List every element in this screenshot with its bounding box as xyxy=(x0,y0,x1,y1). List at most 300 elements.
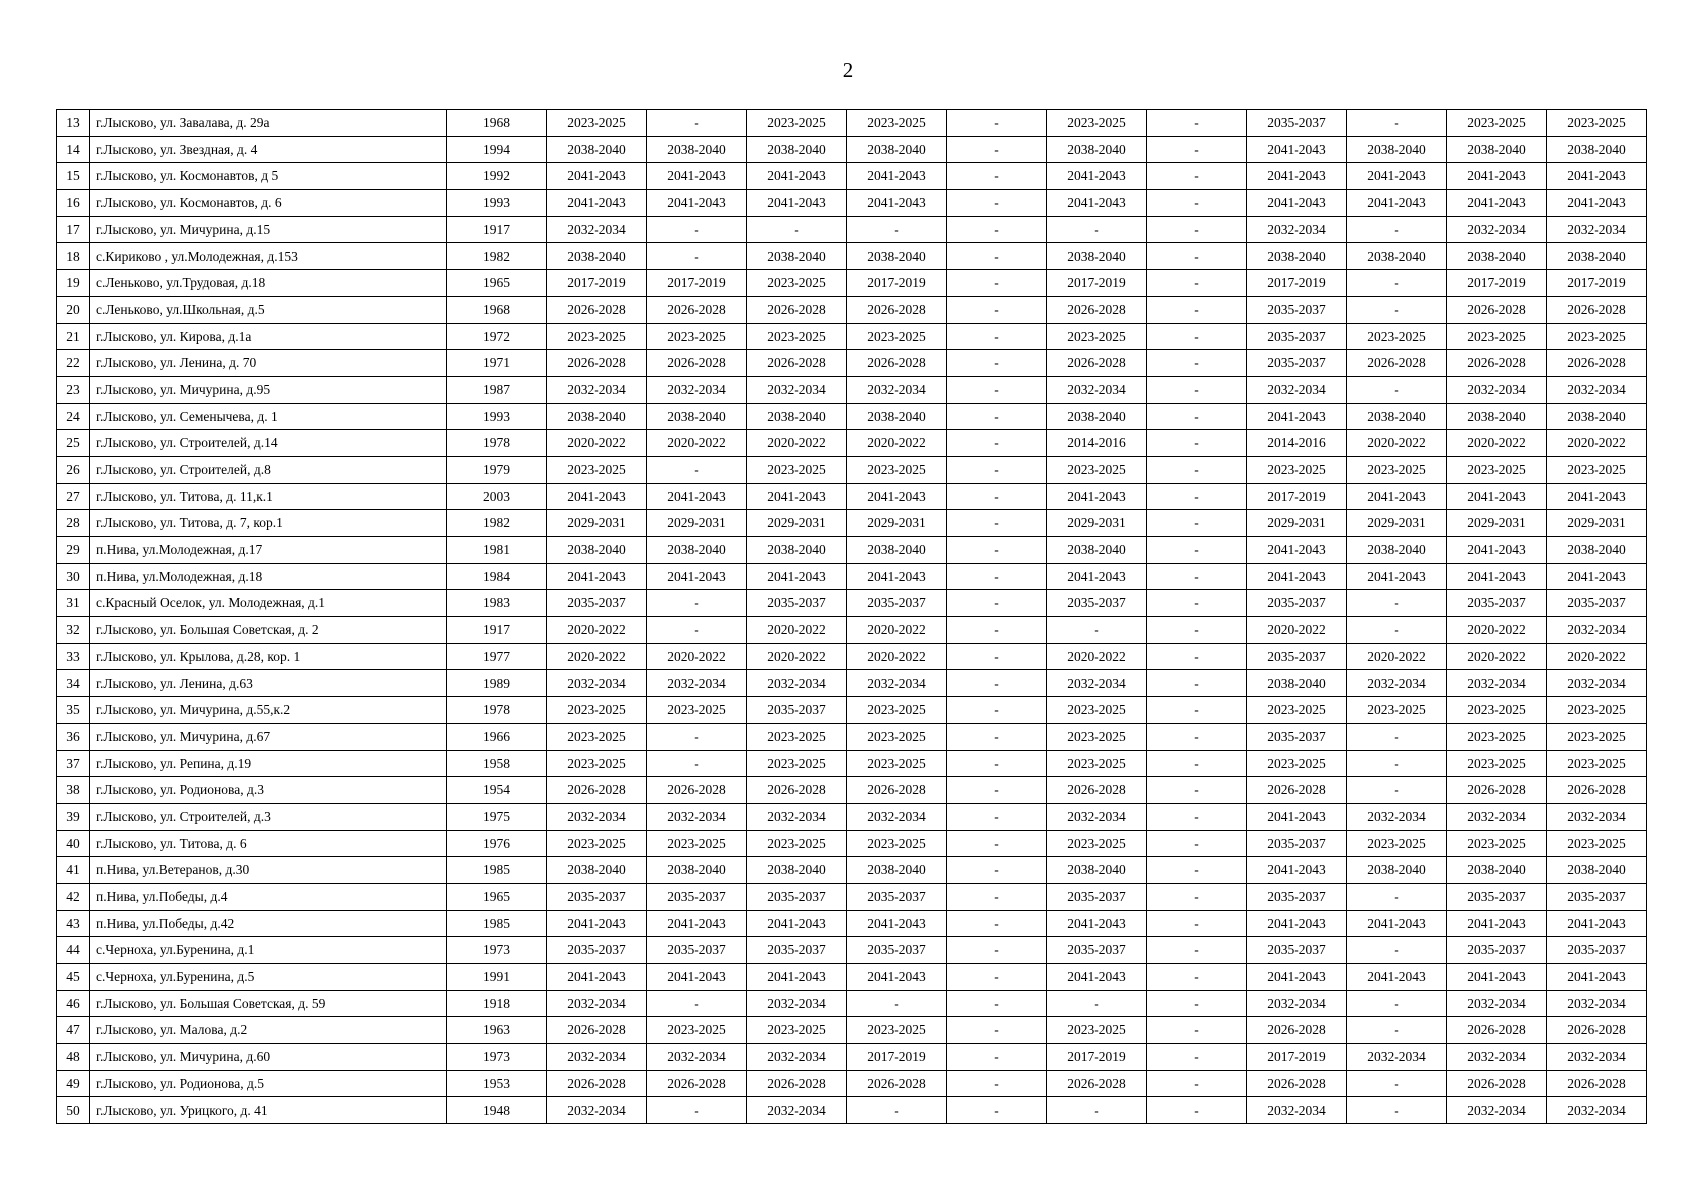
row-number-cell: 31 xyxy=(57,590,90,617)
row-number-cell: 38 xyxy=(57,777,90,804)
year-cell: 1993 xyxy=(447,403,547,430)
period-cell: - xyxy=(1147,857,1247,884)
period-cell: - xyxy=(1147,563,1247,590)
period-cell: 2020-2022 xyxy=(1347,643,1447,670)
period-cell: - xyxy=(1147,1097,1247,1124)
row-number-cell: 27 xyxy=(57,483,90,510)
table-row xyxy=(57,270,1647,297)
period-cell: 2020-2022 xyxy=(647,430,747,457)
period-cell: - xyxy=(1347,110,1447,137)
period-cell: 2029-2031 xyxy=(647,510,747,537)
period-cell: - xyxy=(1347,1017,1447,1044)
period-cell: 2023-2025 xyxy=(647,1017,747,1044)
period-cell: 2035-2037 xyxy=(1447,937,1547,964)
period-cell: 2041-2043 xyxy=(1447,190,1547,217)
period-cell: 2032-2034 xyxy=(1547,617,1647,644)
year-cell: 1958 xyxy=(447,750,547,777)
period-cell: - xyxy=(947,350,1047,377)
period-cell: 2032-2034 xyxy=(547,1044,647,1071)
year-cell: 1948 xyxy=(447,1097,547,1124)
period-cell: 2026-2028 xyxy=(1047,350,1147,377)
period-cell: 2032-2034 xyxy=(1547,1097,1647,1124)
period-cell: 2023-2025 xyxy=(1347,323,1447,350)
period-cell: 2041-2043 xyxy=(1447,910,1547,937)
period-cell: 2023-2025 xyxy=(747,270,847,297)
period-cell: 2023-2025 xyxy=(1547,750,1647,777)
period-cell: 2032-2034 xyxy=(547,670,647,697)
table-row xyxy=(57,857,1647,884)
period-cell: 2038-2040 xyxy=(1347,403,1447,430)
row-number-cell: 20 xyxy=(57,296,90,323)
row-number-cell: 24 xyxy=(57,403,90,430)
page-number: 2 xyxy=(842,58,854,82)
table-row xyxy=(57,1017,1647,1044)
period-cell: 2026-2028 xyxy=(547,1070,647,1097)
period-cell: 2038-2040 xyxy=(647,537,747,564)
table-row xyxy=(57,323,1647,350)
period-cell: 2041-2043 xyxy=(747,163,847,190)
period-cell: - xyxy=(1147,243,1247,270)
period-cell: 2041-2043 xyxy=(747,563,847,590)
period-cell: 2035-2037 xyxy=(1447,883,1547,910)
table-row xyxy=(57,563,1647,590)
period-cell: - xyxy=(1147,910,1247,937)
period-cell: 2023-2025 xyxy=(747,750,847,777)
period-cell: 2041-2043 xyxy=(647,964,747,991)
period-cell: 2032-2034 xyxy=(747,1097,847,1124)
period-cell: 2020-2022 xyxy=(547,643,647,670)
row-number-cell: 41 xyxy=(57,857,90,884)
period-cell: 2020-2022 xyxy=(1547,430,1647,457)
period-cell: 2023-2025 xyxy=(1447,723,1547,750)
address-cell: п.Нива, ул.Молодежная, д.17 xyxy=(90,537,447,564)
period-cell: 2041-2043 xyxy=(1047,563,1147,590)
row-number-cell: 49 xyxy=(57,1070,90,1097)
period-cell: 2032-2034 xyxy=(1547,990,1647,1017)
period-cell: 2041-2043 xyxy=(547,910,647,937)
year-cell: 1917 xyxy=(447,216,547,243)
period-cell: - xyxy=(1347,777,1447,804)
period-cell: 2038-2040 xyxy=(647,403,747,430)
period-cell: 2041-2043 xyxy=(1047,964,1147,991)
period-cell: - xyxy=(947,136,1047,163)
period-cell: 2023-2025 xyxy=(1047,323,1147,350)
year-cell: 1987 xyxy=(447,376,547,403)
period-cell: 2023-2025 xyxy=(1547,110,1647,137)
year-cell: 1981 xyxy=(447,537,547,564)
period-cell: 2035-2037 xyxy=(747,697,847,724)
table-row xyxy=(57,296,1647,323)
period-cell: 2032-2034 xyxy=(547,376,647,403)
period-cell: 2023-2025 xyxy=(547,323,647,350)
period-cell: 2041-2043 xyxy=(1347,910,1447,937)
period-cell: 2038-2040 xyxy=(1447,136,1547,163)
period-cell: 2023-2025 xyxy=(647,323,747,350)
period-cell: 2035-2037 xyxy=(1447,590,1547,617)
period-cell: - xyxy=(947,723,1047,750)
period-cell: 2038-2040 xyxy=(547,403,647,430)
period-cell: 2035-2037 xyxy=(747,883,847,910)
period-cell: 2026-2028 xyxy=(1547,1017,1647,1044)
period-cell: 2038-2040 xyxy=(1047,243,1147,270)
address-cell: п.Нива, ул.Победы, д.42 xyxy=(90,910,447,937)
period-cell: 2026-2028 xyxy=(647,350,747,377)
period-cell: 2023-2025 xyxy=(847,1017,947,1044)
period-cell: - xyxy=(947,296,1047,323)
period-cell: - xyxy=(947,857,1047,884)
table-row xyxy=(57,670,1647,697)
period-cell: 2026-2028 xyxy=(647,296,747,323)
period-cell: 2023-2025 xyxy=(847,723,947,750)
period-cell: 2023-2025 xyxy=(847,830,947,857)
address-cell: с.Черноха, ул.Буренина, д.1 xyxy=(90,937,447,964)
period-cell: - xyxy=(1347,990,1447,1017)
period-cell: 2038-2040 xyxy=(547,857,647,884)
period-cell: 2023-2025 xyxy=(1447,456,1547,483)
table-row xyxy=(57,697,1647,724)
period-cell: 2026-2028 xyxy=(747,296,847,323)
period-cell: - xyxy=(1147,643,1247,670)
year-cell: 1991 xyxy=(447,964,547,991)
period-cell: - xyxy=(947,1044,1047,1071)
year-cell: 1982 xyxy=(447,243,547,270)
address-cell: с.Кириково , ул.Молодежная, д.153 xyxy=(90,243,447,270)
period-cell: 2041-2043 xyxy=(1547,563,1647,590)
period-cell: - xyxy=(1347,723,1447,750)
row-number-cell: 40 xyxy=(57,830,90,857)
period-cell: 2032-2034 xyxy=(747,990,847,1017)
period-cell: 2038-2040 xyxy=(647,857,747,884)
period-cell: 2038-2040 xyxy=(1447,857,1547,884)
period-cell: 2020-2022 xyxy=(1447,643,1547,670)
address-cell: г.Лысково, ул. Мичурина, д.95 xyxy=(90,376,447,403)
address-cell: г.Лысково, ул. Мичурина, д.15 xyxy=(90,216,447,243)
period-cell: 2035-2037 xyxy=(747,590,847,617)
period-cell: 2032-2034 xyxy=(747,670,847,697)
period-cell: - xyxy=(647,456,747,483)
table-row xyxy=(57,163,1647,190)
period-cell: 2035-2037 xyxy=(647,883,747,910)
period-cell: 2032-2034 xyxy=(547,803,647,830)
row-number-cell: 43 xyxy=(57,910,90,937)
table-row xyxy=(57,990,1647,1017)
period-cell: 2038-2040 xyxy=(847,537,947,564)
period-cell: - xyxy=(947,110,1047,137)
period-cell: 2035-2037 xyxy=(1247,350,1347,377)
row-number-cell: 39 xyxy=(57,803,90,830)
period-cell: - xyxy=(847,1097,947,1124)
period-cell: - xyxy=(1347,750,1447,777)
address-cell: п.Нива, ул.Молодежная, д.18 xyxy=(90,563,447,590)
year-cell: 1978 xyxy=(447,430,547,457)
period-cell: - xyxy=(1147,1044,1247,1071)
period-cell: 2026-2028 xyxy=(1447,777,1547,804)
period-cell: 2041-2043 xyxy=(647,163,747,190)
period-cell: 2032-2034 xyxy=(1247,376,1347,403)
period-cell: 2023-2025 xyxy=(1047,697,1147,724)
year-cell: 1972 xyxy=(447,323,547,350)
address-cell: г.Лысково, ул. Большая Советская, д. 59 xyxy=(90,990,447,1017)
period-cell: 2041-2043 xyxy=(647,190,747,217)
period-cell: 2038-2040 xyxy=(847,136,947,163)
year-cell: 1982 xyxy=(447,510,547,537)
row-number-cell: 26 xyxy=(57,456,90,483)
period-cell: 2023-2025 xyxy=(1547,723,1647,750)
period-cell: - xyxy=(1347,617,1447,644)
row-number-cell: 16 xyxy=(57,190,90,217)
period-cell: 2029-2031 xyxy=(1547,510,1647,537)
period-cell: - xyxy=(1047,617,1147,644)
period-cell: - xyxy=(947,483,1047,510)
year-cell: 1918 xyxy=(447,990,547,1017)
period-cell: 2038-2040 xyxy=(1047,136,1147,163)
year-cell: 1963 xyxy=(447,1017,547,1044)
period-cell: - xyxy=(747,216,847,243)
period-cell: 2020-2022 xyxy=(747,617,847,644)
period-cell: 2023-2025 xyxy=(1047,830,1147,857)
period-cell: 2023-2025 xyxy=(747,456,847,483)
period-cell: 2035-2037 xyxy=(1547,883,1647,910)
period-cell: 2032-2034 xyxy=(1447,990,1547,1017)
table-row xyxy=(57,1097,1647,1124)
period-cell: - xyxy=(1147,483,1247,510)
table-row xyxy=(57,964,1647,991)
row-number-cell: 47 xyxy=(57,1017,90,1044)
row-number-cell: 42 xyxy=(57,883,90,910)
period-cell: 2035-2037 xyxy=(1547,590,1647,617)
year-cell: 1992 xyxy=(447,163,547,190)
period-cell: 2035-2037 xyxy=(1247,643,1347,670)
period-cell: 2023-2025 xyxy=(1247,697,1347,724)
period-cell: 2041-2043 xyxy=(1547,190,1647,217)
period-cell: - xyxy=(647,590,747,617)
period-cell: 2026-2028 xyxy=(747,777,847,804)
period-cell: 2032-2034 xyxy=(1547,216,1647,243)
period-cell: - xyxy=(1147,216,1247,243)
period-cell: 2038-2040 xyxy=(847,243,947,270)
period-cell: - xyxy=(1147,697,1247,724)
period-cell: - xyxy=(1147,883,1247,910)
period-cell: 2038-2040 xyxy=(1547,243,1647,270)
period-cell: 2017-2019 xyxy=(1047,1044,1147,1071)
period-cell: 2023-2025 xyxy=(1547,323,1647,350)
period-cell: - xyxy=(1147,777,1247,804)
period-cell: 2032-2034 xyxy=(1047,803,1147,830)
row-number-cell: 28 xyxy=(57,510,90,537)
table-row xyxy=(57,376,1647,403)
period-cell: 2032-2034 xyxy=(1547,670,1647,697)
period-cell: 2026-2028 xyxy=(1047,1070,1147,1097)
period-cell: 2041-2043 xyxy=(1447,563,1547,590)
period-cell: 2041-2043 xyxy=(847,563,947,590)
period-cell: 2020-2022 xyxy=(1447,617,1547,644)
table-row xyxy=(57,430,1647,457)
period-cell: 2032-2034 xyxy=(1247,216,1347,243)
period-cell: 2023-2025 xyxy=(1047,1017,1147,1044)
period-cell: 2035-2037 xyxy=(1247,323,1347,350)
period-cell: 2023-2025 xyxy=(1347,456,1447,483)
period-cell: - xyxy=(1147,456,1247,483)
address-cell: п.Нива, ул.Победы, д.4 xyxy=(90,883,447,910)
period-cell: 2035-2037 xyxy=(1247,937,1347,964)
period-cell: 2032-2034 xyxy=(547,1097,647,1124)
period-cell: 2032-2034 xyxy=(847,376,947,403)
period-cell: - xyxy=(947,376,1047,403)
period-cell: 2041-2043 xyxy=(1247,857,1347,884)
period-cell: 2017-2019 xyxy=(1247,1044,1347,1071)
period-cell: 2032-2034 xyxy=(547,216,647,243)
period-cell: - xyxy=(947,190,1047,217)
table-row xyxy=(57,910,1647,937)
table-body xyxy=(57,110,1647,1124)
period-cell: 2041-2043 xyxy=(1247,910,1347,937)
address-cell: с.Красный Оселок, ул. Молодежная, д.1 xyxy=(90,590,447,617)
period-cell: 2038-2040 xyxy=(1347,243,1447,270)
address-cell: п.Нива, ул.Ветеранов, д.30 xyxy=(90,857,447,884)
table-row xyxy=(57,830,1647,857)
period-cell: 2023-2025 xyxy=(847,750,947,777)
year-cell: 1985 xyxy=(447,910,547,937)
address-cell: с.Леньково, ул.Трудовая, д.18 xyxy=(90,270,447,297)
period-cell: 2038-2040 xyxy=(1447,403,1547,430)
period-cell: 2026-2028 xyxy=(847,350,947,377)
period-cell: 2035-2037 xyxy=(1247,296,1347,323)
row-number-cell: 22 xyxy=(57,350,90,377)
period-cell: 2023-2025 xyxy=(1347,697,1447,724)
period-cell: 2032-2034 xyxy=(1447,803,1547,830)
address-cell: г.Лысково, ул. Завалава, д. 29а xyxy=(90,110,447,137)
period-cell: 2041-2043 xyxy=(1447,964,1547,991)
period-cell: 2041-2043 xyxy=(1247,163,1347,190)
year-cell: 1978 xyxy=(447,697,547,724)
period-cell: 2023-2025 xyxy=(547,830,647,857)
table-row xyxy=(57,1070,1647,1097)
period-cell: 2035-2037 xyxy=(1247,830,1347,857)
period-cell: 2038-2040 xyxy=(1547,136,1647,163)
period-cell: 2038-2040 xyxy=(1047,403,1147,430)
period-cell: 2032-2034 xyxy=(1047,376,1147,403)
period-cell: 2026-2028 xyxy=(547,350,647,377)
address-cell: г.Лысково, ул. Строителей, д.3 xyxy=(90,803,447,830)
period-cell: - xyxy=(947,163,1047,190)
year-cell: 1954 xyxy=(447,777,547,804)
period-cell: 2041-2043 xyxy=(1347,964,1447,991)
period-cell: 2035-2037 xyxy=(1547,937,1647,964)
period-cell: 2041-2043 xyxy=(1047,190,1147,217)
period-cell: 2041-2043 xyxy=(747,964,847,991)
period-cell: 2038-2040 xyxy=(1347,136,1447,163)
row-number-cell: 29 xyxy=(57,537,90,564)
period-cell: - xyxy=(947,937,1047,964)
period-cell: 2035-2037 xyxy=(1247,723,1347,750)
period-cell: 2020-2022 xyxy=(1547,643,1647,670)
period-cell: 2023-2025 xyxy=(1547,456,1647,483)
year-cell: 1984 xyxy=(447,563,547,590)
period-cell: 2041-2043 xyxy=(547,483,647,510)
period-cell: 2017-2019 xyxy=(1247,270,1347,297)
table-row xyxy=(57,777,1647,804)
table-row xyxy=(57,1044,1647,1071)
period-cell: 2023-2025 xyxy=(547,456,647,483)
year-cell: 1973 xyxy=(447,1044,547,1071)
address-cell: г.Лысково, ул. Большая Советская, д. 2 xyxy=(90,617,447,644)
row-number-cell: 17 xyxy=(57,216,90,243)
period-cell: - xyxy=(1347,216,1447,243)
period-cell: 2020-2022 xyxy=(847,643,947,670)
period-cell: 2029-2031 xyxy=(847,510,947,537)
period-cell: - xyxy=(1147,190,1247,217)
period-cell: - xyxy=(1047,1097,1147,1124)
period-cell: 2032-2034 xyxy=(647,803,747,830)
period-cell: 2041-2043 xyxy=(1347,163,1447,190)
period-cell: 2023-2025 xyxy=(1547,697,1647,724)
period-cell: 2038-2040 xyxy=(1347,537,1447,564)
period-cell: 2023-2025 xyxy=(847,323,947,350)
period-cell: 2035-2037 xyxy=(847,937,947,964)
table-row xyxy=(57,537,1647,564)
period-cell: 2023-2025 xyxy=(1447,323,1547,350)
period-cell: 2026-2028 xyxy=(1447,350,1547,377)
period-cell: 2041-2043 xyxy=(547,163,647,190)
year-cell: 1994 xyxy=(447,136,547,163)
period-cell: 2026-2028 xyxy=(547,1017,647,1044)
period-cell: - xyxy=(1147,376,1247,403)
period-cell: - xyxy=(647,750,747,777)
period-cell: 2041-2043 xyxy=(1447,163,1547,190)
period-cell: 2038-2040 xyxy=(747,243,847,270)
address-cell: с.Черноха, ул.Буренина, д.5 xyxy=(90,964,447,991)
address-cell: г.Лысково, ул. Мичурина, д.55,к.2 xyxy=(90,697,447,724)
period-cell: 2029-2031 xyxy=(547,510,647,537)
address-cell: г.Лысково, ул. Титова, д. 6 xyxy=(90,830,447,857)
period-cell: 2038-2040 xyxy=(1047,857,1147,884)
period-cell: 2038-2040 xyxy=(1547,403,1647,430)
period-cell: - xyxy=(947,697,1047,724)
period-cell: - xyxy=(947,643,1047,670)
period-cell: 2014-2016 xyxy=(1247,430,1347,457)
table-row xyxy=(57,883,1647,910)
period-cell: - xyxy=(1347,883,1447,910)
year-cell: 1971 xyxy=(447,350,547,377)
period-cell: 2020-2022 xyxy=(747,430,847,457)
year-cell: 1977 xyxy=(447,643,547,670)
year-cell: 1917 xyxy=(447,617,547,644)
period-cell: 2032-2034 xyxy=(647,376,747,403)
period-cell: 2041-2043 xyxy=(847,910,947,937)
period-cell: 2035-2037 xyxy=(1047,590,1147,617)
period-cell: - xyxy=(647,1097,747,1124)
year-cell: 1965 xyxy=(447,883,547,910)
period-cell: - xyxy=(847,990,947,1017)
period-cell: 2023-2025 xyxy=(547,723,647,750)
period-cell: 2026-2028 xyxy=(1247,777,1347,804)
period-cell: - xyxy=(947,910,1047,937)
address-cell: г.Лысково, ул. Строителей, д.14 xyxy=(90,430,447,457)
period-cell: 2038-2040 xyxy=(747,537,847,564)
period-cell: 2026-2028 xyxy=(1447,1070,1547,1097)
row-number-cell: 45 xyxy=(57,964,90,991)
period-cell: 2041-2043 xyxy=(747,483,847,510)
period-cell: 2023-2025 xyxy=(1447,830,1547,857)
period-cell: 2041-2043 xyxy=(1247,136,1347,163)
year-cell: 1968 xyxy=(447,110,547,137)
period-cell: 2032-2034 xyxy=(1247,990,1347,1017)
period-cell: - xyxy=(647,243,747,270)
period-cell: 2026-2028 xyxy=(1247,1070,1347,1097)
period-cell: - xyxy=(1147,136,1247,163)
period-cell: 2041-2043 xyxy=(1547,163,1647,190)
row-number-cell: 15 xyxy=(57,163,90,190)
